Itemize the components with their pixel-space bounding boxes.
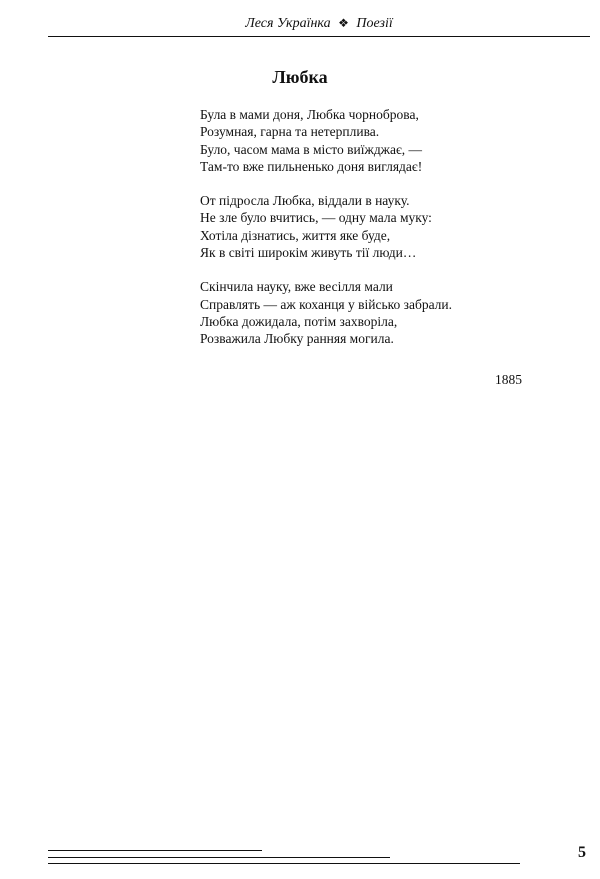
poem-body	[200, 106, 452, 365]
stanza-3	[200, 278, 452, 347]
poem-date: 1885	[495, 372, 522, 387]
poem-line: Розумная, гарна та нетерплива.	[200, 124, 380, 140]
footer-rule-2	[48, 857, 390, 858]
poem-line: От підросла Любка, віддали в науку.	[200, 193, 410, 209]
poem-line: Не зле було вчитись, — одну мала муку:	[200, 210, 432, 226]
poem-line: Скінчила науку, вже весілля мали	[200, 279, 393, 295]
poem-line: Була в мами доня, Любка чорноброва,	[200, 107, 419, 122]
header-author: Леся Українка	[245, 16, 331, 31]
poem-title: Любка	[272, 67, 328, 87]
footer-rule-3	[48, 863, 520, 864]
page-number: 5	[578, 844, 586, 861]
poem-line: Як в світі широкім живуть тії люди…	[200, 245, 417, 261]
stanza-2	[200, 192, 452, 261]
poem-line: Хотіла дізнатись, життя яке буде,	[200, 227, 391, 243]
poem-line: Було, часом мама в місто виїжджає, —	[200, 141, 423, 157]
poem-line: Любка дожидала, потім захворіла,	[200, 313, 398, 329]
poem-line: Справлять — аж коханця у військо забрали.	[200, 296, 453, 312]
running-header	[48, 14, 590, 33]
header-book-title: Поезії	[356, 16, 393, 31]
footer-rule-1	[48, 850, 262, 851]
header-separator-icon: ❖	[338, 16, 349, 30]
stanza-1	[200, 106, 452, 175]
header-rule	[48, 36, 590, 37]
poem-line: Розважила Любку ранняя могила.	[200, 331, 394, 347]
poem-line: Там-то вже пильненько доня виглядає!	[200, 158, 423, 174]
